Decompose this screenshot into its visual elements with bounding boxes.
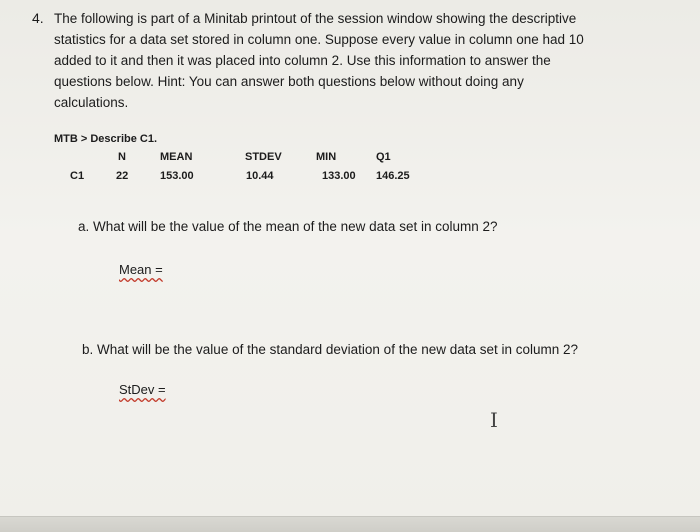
- intro-line-3: added to it and then it was placed into column 2. Use this information to answer the: [54, 53, 551, 68]
- text-cursor-icon: I: [490, 408, 498, 432]
- header-min: MIN: [316, 151, 337, 163]
- header-stdev: STDEV: [245, 151, 282, 163]
- value-mean: 153.00: [160, 170, 194, 182]
- header-n: N: [118, 151, 126, 163]
- intro-line-1: The following is part of a Minitab printout of the session window showing the descriptive: [54, 11, 577, 26]
- header-mean: MEAN: [160, 151, 193, 163]
- page-bottom-edge: [0, 516, 700, 532]
- question-intro: [54, 8, 674, 113]
- part-b-question: b. What will be the value of the standard deviation of the new data set in column 2?: [82, 342, 579, 357]
- question-number: 4.: [32, 10, 44, 26]
- row-label-c1: C1: [70, 170, 85, 182]
- intro-line-4: questions below. Hint: You can answer both questions below without doing any: [54, 74, 524, 89]
- header-q1: Q1: [376, 151, 391, 163]
- intro-line-5: calculations.: [54, 95, 129, 110]
- mean-answer-field[interactable]: Mean =: [119, 262, 163, 277]
- intro-line-2: statistics for a data set stored in column one. Suppose every value in column one had 10: [54, 32, 584, 47]
- value-min: 133.00: [322, 170, 356, 182]
- value-n: 22: [116, 170, 129, 182]
- stdev-answer-field[interactable]: StDev =: [119, 382, 166, 397]
- value-q1: 146.25: [376, 170, 410, 182]
- minitab-command: MTB > Describe C1.: [54, 133, 158, 145]
- part-a-question: a. What will be the value of the mean of the new data set in column 2?: [78, 219, 498, 234]
- value-stdev: 10.44: [246, 170, 274, 182]
